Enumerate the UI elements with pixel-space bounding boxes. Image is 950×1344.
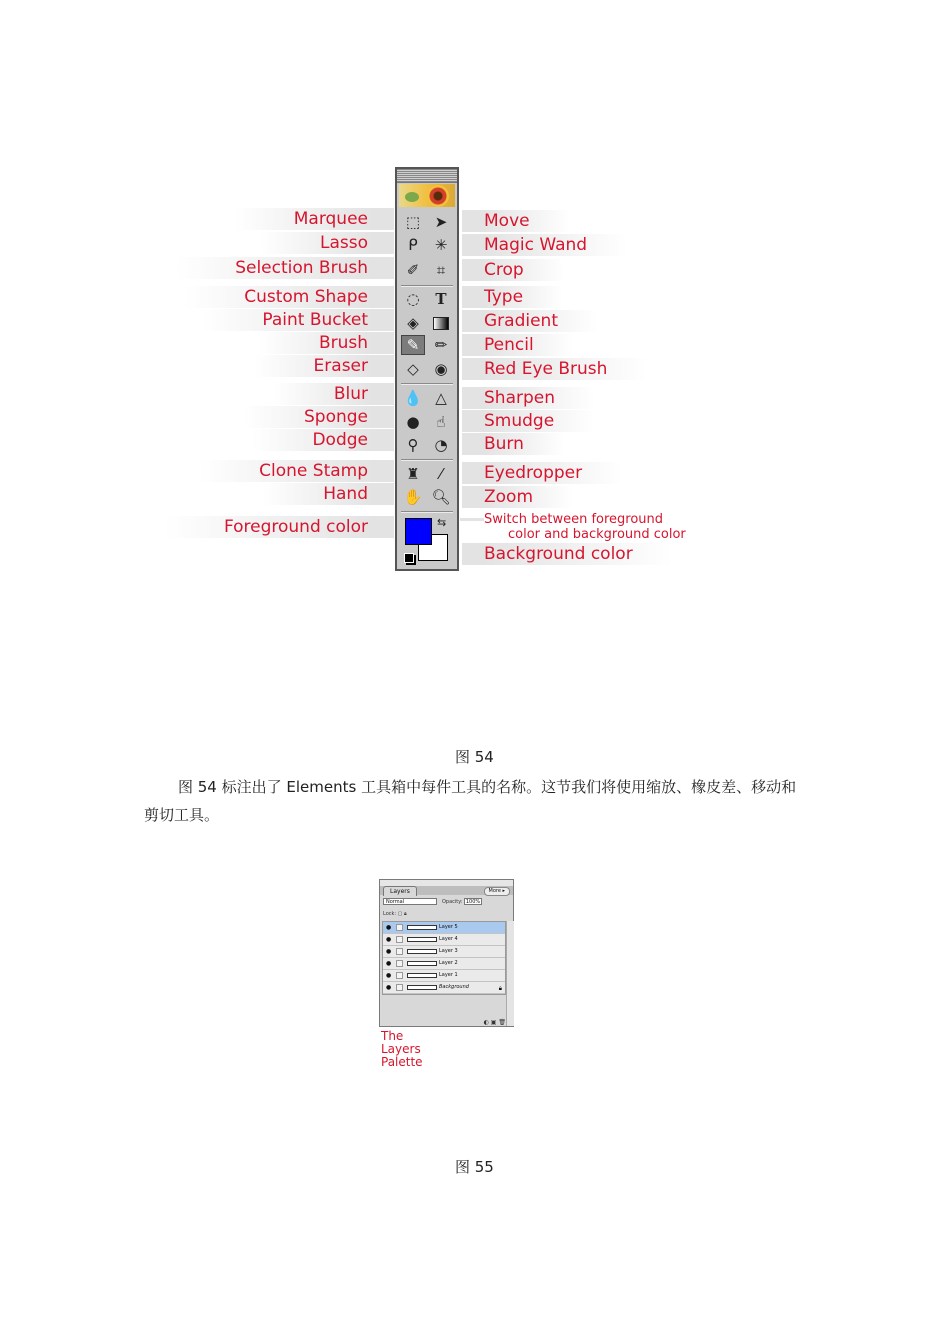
sunflower-logo-icon xyxy=(399,184,455,207)
layer-row[interactable] xyxy=(383,958,505,970)
magic-wand-icon[interactable]: ✳ xyxy=(434,236,448,254)
blur-icon[interactable]: 💧 xyxy=(403,389,423,407)
smudge-icon[interactable]: ☝ xyxy=(436,413,446,431)
pencil-icon[interactable]: ✏ xyxy=(434,336,448,354)
label-selection-brush: Selection Brush xyxy=(175,257,372,279)
layer-thumbnail xyxy=(407,937,437,942)
eye-icon[interactable]: ● xyxy=(386,948,392,955)
opacity-label: Opacity: xyxy=(442,899,463,905)
label-sharpen: Sharpen xyxy=(484,387,595,409)
eye-icon[interactable]: ● xyxy=(386,936,392,943)
label-background-color: Background color xyxy=(484,543,673,565)
layer-thumbnail xyxy=(407,949,437,954)
brush-link-icon[interactable] xyxy=(396,924,403,931)
figure-55-caption: 图 55 xyxy=(455,1158,494,1176)
layer-row[interactable] xyxy=(383,922,505,934)
new-layer-icon[interactable]: ▣ xyxy=(490,1019,497,1026)
layers-palette-label xyxy=(381,1030,423,1069)
layers-palette-label-line2: Layers xyxy=(381,1042,421,1056)
eye-icon[interactable]: ● xyxy=(386,972,392,979)
gradient-icon[interactable] xyxy=(429,313,453,333)
palette-tabbar xyxy=(380,886,513,895)
red-eye-brush-icon[interactable]: ◉ xyxy=(434,360,448,378)
burn-icon[interactable]: ◔ xyxy=(434,436,448,454)
label-red-eye-brush: Red Eye Brush xyxy=(484,358,647,380)
eye-icon[interactable]: ● xyxy=(386,984,392,991)
clone-stamp-icon[interactable]: ♜ xyxy=(406,465,420,483)
layer-row[interactable] xyxy=(383,934,505,946)
paint-bucket-icon[interactable]: ◈ xyxy=(407,314,419,332)
layers-scrollbar[interactable] xyxy=(506,921,514,1026)
sharpen-icon[interactable]: △ xyxy=(435,389,447,407)
custom-shape-icon[interactable]: ◌ xyxy=(406,290,420,308)
eye-icon[interactable]: ● xyxy=(386,924,392,931)
layer-name: Layer 3 xyxy=(439,948,458,954)
brush-icon[interactable]: ✎ xyxy=(401,335,425,355)
opacity-field[interactable]: 100% xyxy=(465,899,481,905)
switch-leader-line xyxy=(460,518,484,521)
label-marquee: Marquee xyxy=(234,208,372,230)
palette-bottom-bar xyxy=(382,1019,506,1027)
lock-label-text: Lock: xyxy=(383,911,397,917)
label-switch-colors xyxy=(484,512,686,542)
delete-layer-icon[interactable]: 🗑︎ xyxy=(498,1019,506,1026)
figure-54-caption: 图 54 xyxy=(455,748,494,766)
layers-palette-label-line3: Palette xyxy=(381,1055,423,1069)
tab-layers[interactable]: Layers xyxy=(383,886,417,896)
move-icon[interactable]: ➤ xyxy=(434,213,448,231)
layers-list xyxy=(382,921,506,995)
layer-row[interactable] xyxy=(383,946,505,958)
layers-palette-label-line1: The xyxy=(381,1029,404,1043)
label-eraser: Eraser xyxy=(254,355,372,377)
label-magic-wand: Magic Wand xyxy=(484,234,627,256)
label-move: Move xyxy=(484,210,570,232)
label-burn: Burn xyxy=(484,433,564,455)
foreground-color-swatch[interactable] xyxy=(405,518,432,545)
layer-name: Layer 1 xyxy=(439,972,458,978)
selection-brush-icon[interactable]: ✐ xyxy=(406,261,420,279)
layer-thumbnail xyxy=(407,961,437,966)
switch-label-line1: Switch between foreground xyxy=(484,512,664,527)
brush-link-icon[interactable] xyxy=(396,948,403,955)
brush-link-icon[interactable] xyxy=(396,960,403,967)
label-custom-shape: Custom Shape xyxy=(184,286,372,308)
layer-name: Layer 2 xyxy=(439,960,458,966)
sponge-icon[interactable]: ● xyxy=(406,413,420,431)
lock-label: Lock: ▢ 🔒︎ xyxy=(383,911,407,917)
layer-thumbnail xyxy=(407,925,437,930)
eraser-icon[interactable]: ◇ xyxy=(407,360,419,378)
layers-palette xyxy=(379,879,514,1027)
hand-icon[interactable]: ✋ xyxy=(403,488,423,506)
layer-thumbnail xyxy=(407,973,437,978)
toolbox-titlebar[interactable] xyxy=(397,169,457,183)
crop-icon[interactable]: ⌗ xyxy=(436,261,446,279)
type-icon[interactable]: T xyxy=(435,290,447,308)
layer-name: Layer 4 xyxy=(439,936,458,942)
label-zoom: Zoom xyxy=(484,486,573,508)
brush-link-icon[interactable] xyxy=(396,972,403,979)
label-crop: Crop xyxy=(484,259,564,281)
label-hand: Hand xyxy=(263,483,372,505)
switch-label-line2: color and background color xyxy=(508,527,686,542)
lasso-icon[interactable]: ᑭ xyxy=(408,236,418,254)
layer-lock-icon: 🔒︎ xyxy=(498,985,502,992)
toolbox xyxy=(395,167,459,571)
label-gradient: Gradient xyxy=(484,310,598,332)
body-paragraph: 图 54 标注出了 Elements 工具箱中每件工具的名称。这节我们将使用缩放、橡皮差、移动和剪切工具。 xyxy=(144,778,797,824)
layer-row[interactable] xyxy=(383,970,505,982)
blend-mode-select[interactable]: Normal xyxy=(383,898,437,905)
layer-row[interactable] xyxy=(383,982,505,994)
label-brush: Brush xyxy=(259,332,372,354)
layer-name: Layer 5 xyxy=(439,924,458,930)
eye-icon[interactable]: ● xyxy=(386,960,392,967)
new-adjustment-layer-icon[interactable]: ◐ xyxy=(483,1019,489,1026)
layer-name: Background xyxy=(439,984,469,990)
label-clone-stamp: Clone Stamp xyxy=(199,460,372,482)
label-type: Type xyxy=(484,286,563,308)
label-paint-bucket: Paint Bucket xyxy=(202,309,372,331)
label-pencil: Pencil xyxy=(484,334,574,356)
lock-icon[interactable]: 🔒︎ xyxy=(404,911,407,917)
more-button[interactable]: More ▸ xyxy=(484,887,511,896)
brush-link-icon[interactable] xyxy=(396,984,403,991)
label-dodge: Dodge xyxy=(252,429,372,451)
zoom-icon[interactable]: 🔍︎ xyxy=(431,488,451,506)
label-smudge: Smudge xyxy=(484,410,594,432)
layer-thumbnail xyxy=(407,985,437,990)
label-blur: Blur xyxy=(274,383,372,405)
label-foreground-color: Foreground color xyxy=(164,516,372,538)
brush-link-icon[interactable] xyxy=(396,936,403,943)
marquee-icon[interactable]: ⬚ xyxy=(405,213,421,231)
swap-colors-icon[interactable]: ⇆ xyxy=(437,516,447,529)
label-sponge: Sponge xyxy=(244,406,372,428)
default-colors-icon[interactable] xyxy=(404,553,414,563)
eyedropper-icon[interactable]: ⁄ xyxy=(439,465,443,483)
label-eyedropper: Eyedropper xyxy=(484,462,622,484)
label-lasso: Lasso xyxy=(260,232,372,254)
dodge-icon[interactable]: ⚲ xyxy=(407,436,419,454)
